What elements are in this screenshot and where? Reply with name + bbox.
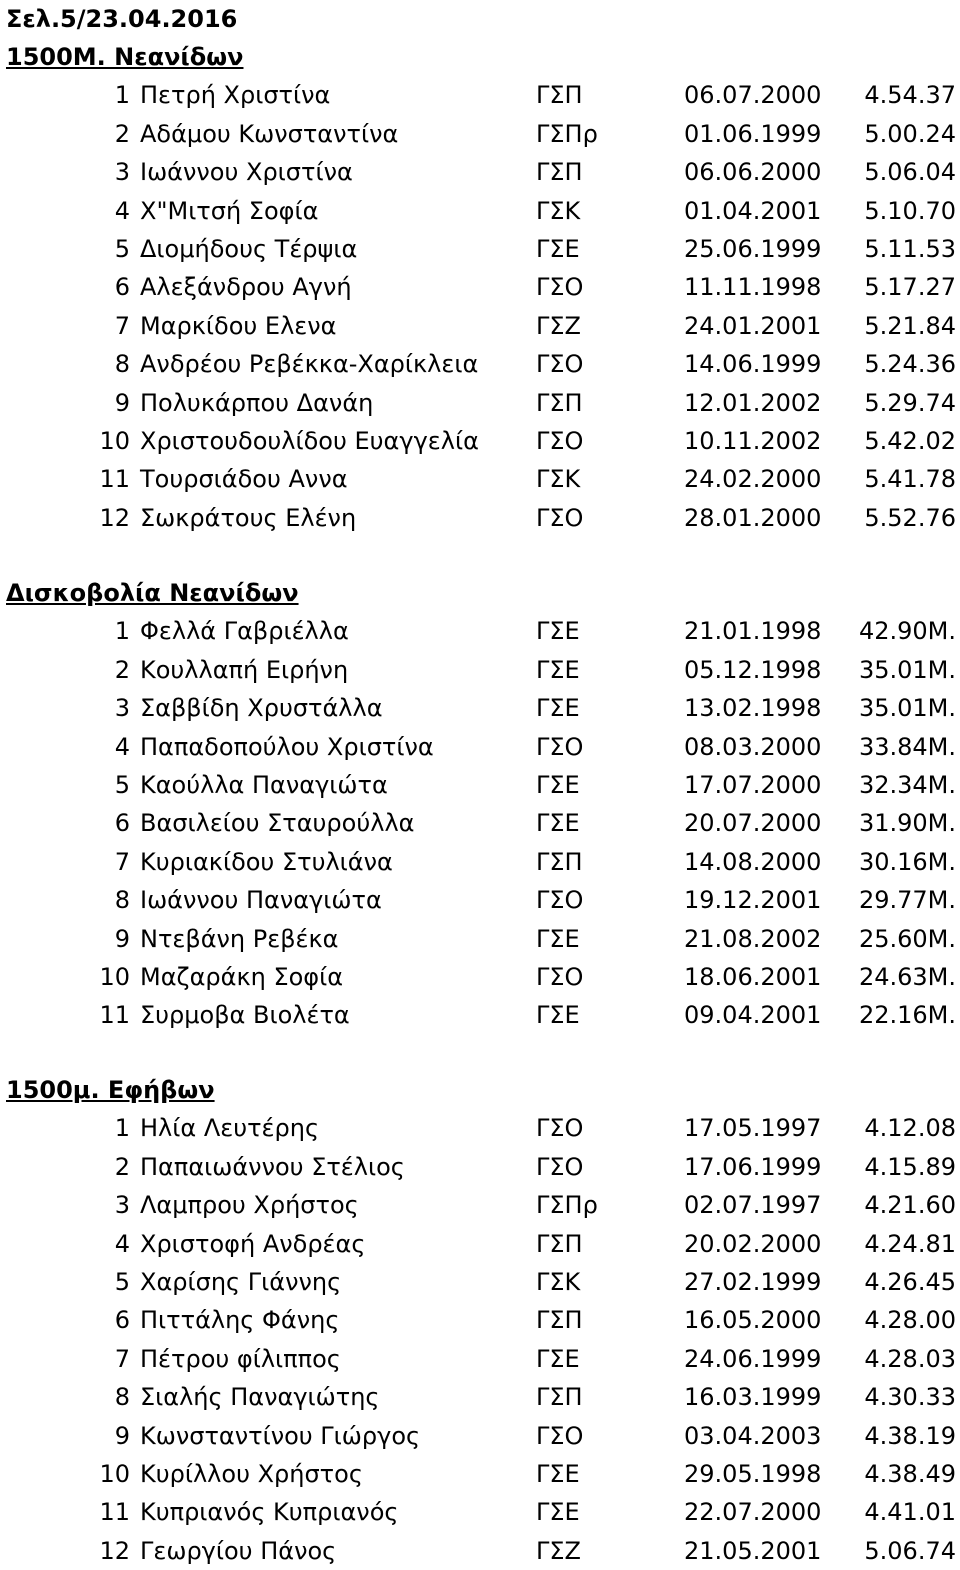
athlete-name: Πιττάλης Φάνης xyxy=(140,1306,340,1334)
performance: 29.77Μ. xyxy=(858,886,956,914)
performance: 42.90Μ. xyxy=(858,617,956,645)
performance: 5.06.74 xyxy=(864,1537,956,1565)
birth-date: 29.05.1998 xyxy=(684,1460,822,1488)
birth-date: 24.01.2001 xyxy=(684,312,822,340)
section-title xyxy=(6,1071,215,1109)
club: ΓΣΟ xyxy=(536,886,584,914)
birth-date: 13.02.1998 xyxy=(684,694,822,722)
performance: 35.01Μ. xyxy=(858,656,956,684)
athlete-name: Πετρή Χριστίνα xyxy=(140,81,331,109)
rank: 1 xyxy=(114,81,130,109)
birth-date: 17.07.2000 xyxy=(684,771,822,799)
rank: 4 xyxy=(114,733,130,761)
result-row xyxy=(0,153,960,191)
club: ΓΣΟ xyxy=(536,1153,584,1181)
performance: 4.15.89 xyxy=(864,1153,956,1181)
birth-date: 27.02.1999 xyxy=(684,1268,822,1296)
rank: 6 xyxy=(114,273,130,301)
athlete-name: Ντεβάνη Ρεβέκα xyxy=(140,925,339,953)
athlete-name: Ιωάννου Παναγιώτα xyxy=(140,886,382,914)
rank: 3 xyxy=(114,1191,130,1219)
club: ΓΣΠ xyxy=(536,1306,583,1334)
result-row xyxy=(0,1493,960,1531)
performance: 5.06.04 xyxy=(864,158,956,186)
result-row xyxy=(0,345,960,383)
performance: 32.34Μ. xyxy=(858,771,956,799)
club: ΓΣΟ xyxy=(536,427,584,455)
athlete-name: Ανδρέου Ρεβέκκα-Χαρίκλεια xyxy=(140,350,479,378)
result-row xyxy=(0,996,960,1034)
rank: 6 xyxy=(114,809,130,837)
result-row xyxy=(0,192,960,230)
performance: 4.38.49 xyxy=(864,1460,956,1488)
rank: 12 xyxy=(99,504,130,532)
result-row xyxy=(0,499,960,537)
rank: 7 xyxy=(114,1345,130,1373)
performance: 5.41.78 xyxy=(864,465,956,493)
club: ΓΣΟ xyxy=(536,350,584,378)
performance: 5.52.76 xyxy=(864,504,956,532)
birth-date: 08.03.2000 xyxy=(684,733,822,761)
rank: 7 xyxy=(114,848,130,876)
club: ΓΣΕ xyxy=(536,1345,580,1373)
result-row xyxy=(0,422,960,460)
result-row xyxy=(0,958,960,996)
club: ΓΣΠρ xyxy=(536,120,598,148)
result-row xyxy=(0,804,960,842)
birth-date: 05.12.1998 xyxy=(684,656,822,684)
athlete-name: Κωνσταντίνου Γιώργος xyxy=(140,1422,421,1450)
result-row xyxy=(0,76,960,114)
rank: 7 xyxy=(114,312,130,340)
result-row xyxy=(0,1455,960,1493)
rank: 3 xyxy=(114,694,130,722)
club: ΓΣΟ xyxy=(536,1422,584,1450)
result-row xyxy=(0,115,960,153)
club: ΓΣΠ xyxy=(536,1230,583,1258)
result-row xyxy=(0,268,960,306)
birth-date: 14.06.1999 xyxy=(684,350,822,378)
result-row xyxy=(0,1109,960,1147)
athlete-name: Φελλά Γαβριέλλα xyxy=(140,617,349,645)
performance: 5.21.84 xyxy=(864,312,956,340)
birth-date: 12.01.2002 xyxy=(684,389,822,417)
performance: 25.60Μ. xyxy=(858,925,956,953)
result-row xyxy=(0,1186,960,1224)
birth-date: 24.06.1999 xyxy=(684,1345,822,1373)
birth-date: 14.08.2000 xyxy=(684,848,822,876)
performance: 4.28.03 xyxy=(864,1345,956,1373)
birth-date: 17.05.1997 xyxy=(684,1114,822,1142)
section-title-text: 1500μ. Εφήβων xyxy=(6,1076,215,1104)
birth-date: 06.06.2000 xyxy=(684,158,822,186)
club: ΓΣΠ xyxy=(536,81,583,109)
result-row xyxy=(0,1301,960,1339)
performance: 5.42.02 xyxy=(864,427,956,455)
rank: 3 xyxy=(114,158,130,186)
club: ΓΣΟ xyxy=(536,504,584,532)
rank: 2 xyxy=(114,120,130,148)
athlete-name: Χ"Μιτσή Σοφία xyxy=(140,197,319,225)
performance: 4.30.33 xyxy=(864,1383,956,1411)
performance: 5.29.74 xyxy=(864,389,956,417)
performance: 24.63Μ. xyxy=(858,963,956,991)
athlete-name: Ηλία Λευτέρης xyxy=(140,1114,320,1142)
birth-date: 09.04.2001 xyxy=(684,1001,822,1029)
rank: 2 xyxy=(114,1153,130,1181)
result-row xyxy=(0,1417,960,1455)
section-title xyxy=(6,574,299,612)
birth-date: 22.07.2000 xyxy=(684,1498,822,1526)
birth-date: 25.06.1999 xyxy=(684,235,822,263)
club: ΓΣΕ xyxy=(536,694,580,722)
athlete-name: Βασιλείου Σταυρούλλα xyxy=(140,809,415,837)
athlete-name: Σιαλής Παναγιώτης xyxy=(140,1383,380,1411)
club: ΓΣΟ xyxy=(536,733,584,761)
athlete-name: Κυριακίδου Στυλιάνα xyxy=(140,848,393,876)
performance: 31.90Μ. xyxy=(858,809,956,837)
athlete-name: Ιωάννου Χριστίνα xyxy=(140,158,353,186)
performance: 5.00.24 xyxy=(864,120,956,148)
performance: 4.21.60 xyxy=(864,1191,956,1219)
result-row xyxy=(0,1532,960,1570)
result-row xyxy=(0,230,960,268)
club: ΓΣΚ xyxy=(536,197,581,225)
club: ΓΣΠ xyxy=(536,389,583,417)
athlete-name: Πολυκάρπου Δανάη xyxy=(140,389,374,417)
athlete-name: Γεωργίου Πάνος xyxy=(140,1537,337,1565)
performance: 30.16Μ. xyxy=(858,848,956,876)
rank: 10 xyxy=(99,963,130,991)
birth-date: 20.02.2000 xyxy=(684,1230,822,1258)
result-row xyxy=(0,1263,960,1301)
athlete-name: Κυρίλλου Χρήστος xyxy=(140,1460,363,1488)
performance: 4.26.45 xyxy=(864,1268,956,1296)
result-row xyxy=(0,843,960,881)
athlete-name: Παπαδοπούλου Χριστίνα xyxy=(140,733,434,761)
club: ΓΣΕ xyxy=(536,771,580,799)
result-row xyxy=(0,920,960,958)
club: ΓΣΕ xyxy=(536,617,580,645)
birth-date: 18.06.2001 xyxy=(684,963,822,991)
result-row xyxy=(0,1225,960,1263)
rank: 6 xyxy=(114,1306,130,1334)
athlete-name: Κουλλαπή Ειρήνη xyxy=(140,656,349,684)
performance: 4.12.08 xyxy=(864,1114,956,1142)
rank: 4 xyxy=(114,1230,130,1258)
performance: 4.41.01 xyxy=(864,1498,956,1526)
club: ΓΣΖ xyxy=(536,1537,581,1565)
birth-date: 16.03.1999 xyxy=(684,1383,822,1411)
club: ΓΣΕ xyxy=(536,1460,580,1488)
rank: 9 xyxy=(114,389,130,417)
club: ΓΣΕ xyxy=(536,235,580,263)
birth-date: 20.07.2000 xyxy=(684,809,822,837)
result-row xyxy=(0,651,960,689)
rank: 5 xyxy=(114,235,130,263)
rank: 11 xyxy=(99,1498,130,1526)
athlete-name: Συρμοβα Βιολέτα xyxy=(140,1001,350,1029)
club: ΓΣΖ xyxy=(536,312,581,340)
club: ΓΣΕ xyxy=(536,1001,580,1029)
athlete-name: Λαμπρου Χρήστος xyxy=(140,1191,359,1219)
birth-date: 28.01.2000 xyxy=(684,504,822,532)
athlete-name: Αλεξάνδρου Αγνή xyxy=(140,273,352,301)
birth-date: 21.08.2002 xyxy=(684,925,822,953)
birth-date: 21.05.2001 xyxy=(684,1537,822,1565)
rank: 9 xyxy=(114,1422,130,1450)
club: ΓΣΠρ xyxy=(536,1191,598,1219)
athlete-name: Κυπριανός Κυπριανός xyxy=(140,1498,399,1526)
rank: 8 xyxy=(114,350,130,378)
club: ΓΣΕ xyxy=(536,809,580,837)
athlete-name: Διομήδους Τέρψια xyxy=(140,235,358,263)
birth-date: 06.07.2000 xyxy=(684,81,822,109)
performance: 35.01Μ. xyxy=(858,694,956,722)
club: ΓΣΚ xyxy=(536,465,581,493)
rank: 1 xyxy=(114,1114,130,1142)
athlete-name: Χριστουδουλίδου Ευαγγελία xyxy=(140,427,479,455)
section-title xyxy=(6,38,243,76)
club: ΓΣΕ xyxy=(536,656,580,684)
rank: 4 xyxy=(114,197,130,225)
performance: 4.38.19 xyxy=(864,1422,956,1450)
birth-date: 21.01.1998 xyxy=(684,617,822,645)
club: ΓΣΠ xyxy=(536,848,583,876)
performance: 5.17.27 xyxy=(864,273,956,301)
athlete-name: Τουρσιάδου Αννα xyxy=(140,465,348,493)
performance: 5.10.70 xyxy=(864,197,956,225)
section-title-text: 1500Μ. Νεανίδων xyxy=(6,43,244,71)
birth-date: 10.11.2002 xyxy=(684,427,822,455)
performance: 22.16Μ. xyxy=(858,1001,956,1029)
result-row xyxy=(0,766,960,804)
performance: 4.54.37 xyxy=(864,81,956,109)
result-row xyxy=(0,1148,960,1186)
section-title-text: Δισκοβολία Νεανίδων xyxy=(6,579,299,607)
rank: 8 xyxy=(114,1383,130,1411)
session-heading: Σελ.5/23.04.2016 xyxy=(6,5,238,33)
birth-date: 11.11.1998 xyxy=(684,273,822,301)
birth-date: 24.02.2000 xyxy=(684,465,822,493)
rank: 11 xyxy=(99,1001,130,1029)
athlete-name: Αδάμου Κωνσταντίνα xyxy=(140,120,399,148)
rank: 2 xyxy=(114,656,130,684)
result-row xyxy=(0,1378,960,1416)
result-row xyxy=(0,612,960,650)
club: ΓΣΕ xyxy=(536,925,580,953)
performance: 5.24.36 xyxy=(864,350,956,378)
athlete-name: Σαββίδη Χρυστάλλα xyxy=(140,694,383,722)
athlete-name: Χαρίσης Γιάννης xyxy=(140,1268,342,1296)
result-row xyxy=(0,307,960,345)
result-row xyxy=(0,728,960,766)
result-row xyxy=(0,384,960,422)
athlete-name: Παπαιωάννου Στέλιος xyxy=(140,1153,405,1181)
rank: 8 xyxy=(114,886,130,914)
birth-date: 19.12.2001 xyxy=(684,886,822,914)
club: ΓΣΟ xyxy=(536,963,584,991)
rank: 10 xyxy=(99,427,130,455)
rank: 9 xyxy=(114,925,130,953)
athlete-name: Καούλλα Παναγιώτα xyxy=(140,771,388,799)
rank: 5 xyxy=(114,1268,130,1296)
rank: 1 xyxy=(114,617,130,645)
performance: 5.11.53 xyxy=(864,235,956,263)
birth-date: 16.05.2000 xyxy=(684,1306,822,1334)
club: ΓΣΠ xyxy=(536,1383,583,1411)
birth-date: 02.07.1997 xyxy=(684,1191,822,1219)
athlete-name: Χριστοφή Ανδρέας xyxy=(140,1230,366,1258)
athlete-name: Σωκράτους Ελένη xyxy=(140,504,357,532)
result-row xyxy=(0,1340,960,1378)
club: ΓΣΚ xyxy=(536,1268,581,1296)
athlete-name: Μαρκίδου Ελενα xyxy=(140,312,337,340)
club: ΓΣΠ xyxy=(536,158,583,186)
club: ΓΣΟ xyxy=(536,273,584,301)
birth-date: 01.04.2001 xyxy=(684,197,822,225)
result-row xyxy=(0,689,960,727)
athlete-name: Μαζαράκη Σοφία xyxy=(140,963,344,991)
rank: 12 xyxy=(99,1537,130,1565)
birth-date: 17.06.1999 xyxy=(684,1153,822,1181)
rank: 11 xyxy=(99,465,130,493)
club: ΓΣΟ xyxy=(536,1114,584,1142)
birth-date: 01.06.1999 xyxy=(684,120,822,148)
birth-date: 03.04.2003 xyxy=(684,1422,822,1450)
performance: 4.28.00 xyxy=(864,1306,956,1334)
result-row xyxy=(0,881,960,919)
club: ΓΣΕ xyxy=(536,1498,580,1526)
performance: 33.84Μ. xyxy=(858,733,956,761)
result-row xyxy=(0,460,960,498)
athlete-name: Πέτρου φίλιππος xyxy=(140,1345,341,1373)
rank: 5 xyxy=(114,771,130,799)
rank: 10 xyxy=(99,1460,130,1488)
performance: 4.24.81 xyxy=(864,1230,956,1258)
